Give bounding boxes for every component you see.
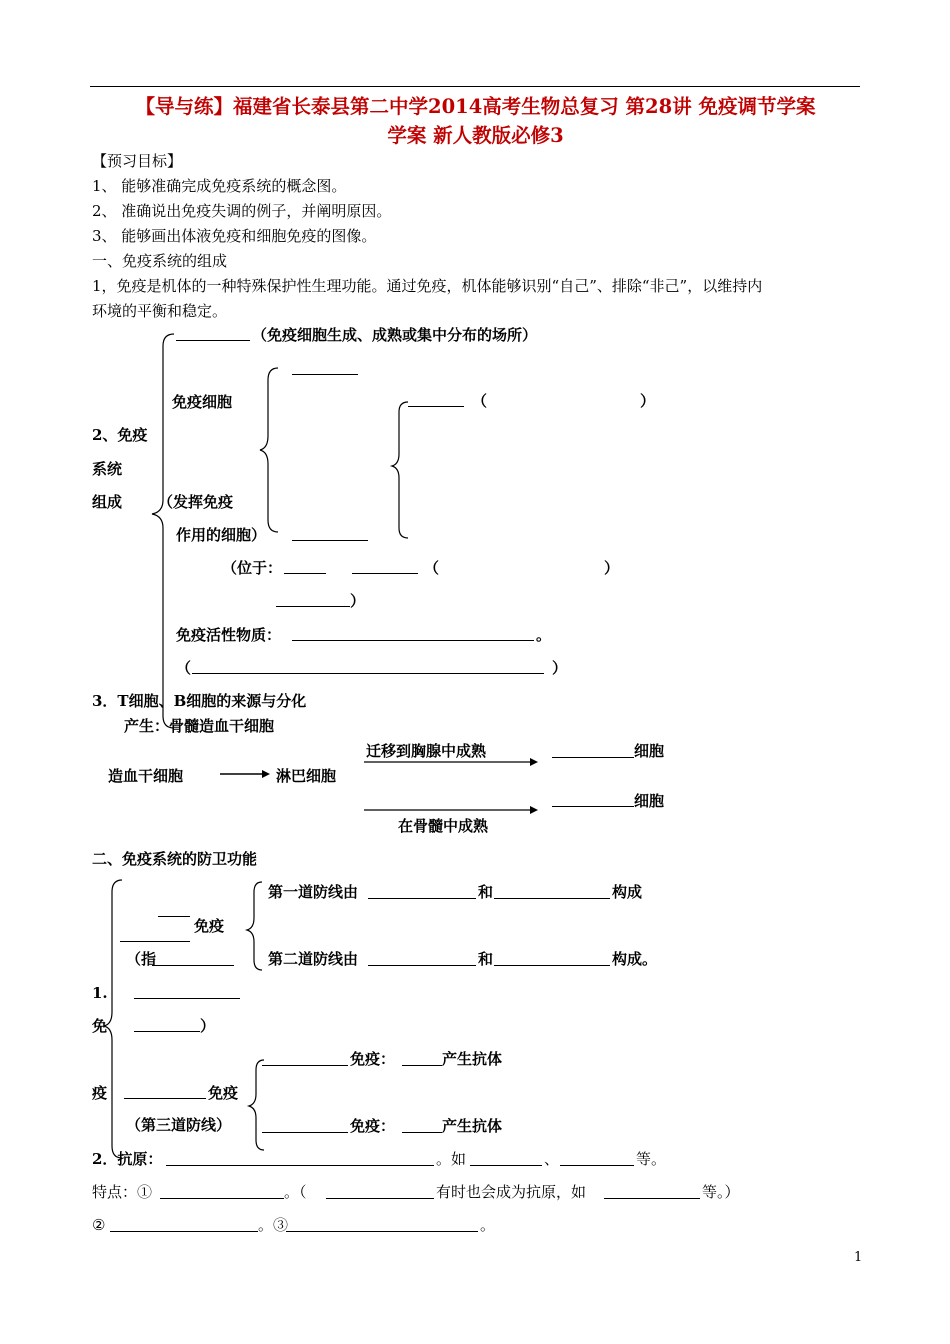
first-line-suffix: 构成: [612, 883, 643, 901]
blank-located-2[interactable]: [352, 573, 418, 574]
paren-open-2: （: [424, 559, 440, 577]
feature-3-label: 。③: [258, 1216, 289, 1234]
antigen-label: 2．抗原：: [92, 1150, 163, 1168]
blank-zhi-3[interactable]: [134, 1031, 200, 1032]
blank-first-line-1[interactable]: [368, 898, 476, 899]
paren-open-3: （: [176, 659, 192, 677]
immune-cells-label: 免疫细胞: [172, 393, 233, 411]
cells-paren-label: （发挥免疫: [158, 493, 234, 511]
marrow-label: 在骨髓中成熟: [398, 817, 489, 835]
zhi-label: （指: [126, 950, 157, 968]
page-number: 1: [854, 1250, 863, 1265]
blank-active-examples[interactable]: [192, 673, 544, 674]
paren-close-2: ）: [604, 559, 620, 577]
paren-open-1: （: [472, 392, 488, 410]
blank-lymphocyte[interactable]: [408, 406, 464, 407]
feature-mid: 。（: [284, 1183, 307, 1201]
blank-feature-self[interactable]: [326, 1198, 434, 1199]
blank-second-line-1[interactable]: [368, 965, 476, 966]
blank-humoral[interactable]: [262, 1065, 348, 1066]
item-number-1: 1.: [92, 984, 108, 1002]
blank-antigen-ex2[interactable]: [560, 1165, 634, 1166]
active-period: 。: [536, 626, 552, 644]
blank-feature-example[interactable]: [604, 1198, 700, 1199]
feature-end-period: 。: [480, 1216, 496, 1234]
located-close: ）: [350, 592, 366, 610]
paren-close-3: ）: [552, 659, 568, 677]
blank-first-line-2[interactable]: [494, 898, 610, 899]
document-title-line2: 学案 新人教版必修3: [387, 124, 564, 147]
thymus-label: 迁移到胸腺中成熟: [366, 742, 487, 760]
cellular-label: 免疫：: [350, 1117, 396, 1135]
blank-nonspecific-2[interactable]: [120, 941, 190, 942]
blank-feature-1[interactable]: [160, 1198, 284, 1199]
section1-paragraph-line2: 环境的平衡和稳定。: [92, 302, 228, 320]
blank-nonspecific-1[interactable]: [158, 916, 190, 917]
feature-2-label: ②: [92, 1216, 106, 1234]
mian-label: 免: [92, 1017, 108, 1035]
cell-label-2: 细胞: [634, 792, 665, 810]
preview-item-2: 2、 准确说出免疫失调的例子，并阐明原因。: [92, 202, 392, 220]
blank-located-3[interactable]: [276, 606, 350, 607]
antigen-dun: 、: [544, 1150, 560, 1168]
preview-item-3: 3、 能够画出体液免疫和细胞免疫的图像。: [92, 227, 377, 245]
blank-zhi[interactable]: [152, 965, 234, 966]
system-label-2: 系统: [92, 460, 123, 478]
paren-close-1: ）: [640, 392, 656, 410]
system-label-3: 组成: [92, 493, 123, 511]
nonspecific-immune-label: 免疫: [194, 917, 225, 935]
cell-label-1: 细胞: [634, 742, 665, 760]
humoral-produce: 产生抗体: [442, 1050, 503, 1068]
humoral-label: 免疫：: [350, 1050, 396, 1068]
first-line-prefix: 第一道防线由: [268, 883, 359, 901]
cellular-produce: 产生抗体: [442, 1117, 503, 1135]
organ-note: （免疫细胞生成、成熟或集中分布的场所）: [252, 326, 538, 344]
antigen-deng: 等。: [636, 1150, 667, 1168]
blank-feature-2[interactable]: [110, 1231, 258, 1232]
second-line-suffix: 构成。: [612, 950, 658, 968]
cells-paren-label-2: 作用的细胞）: [176, 526, 267, 544]
blank-immune-organ[interactable]: [176, 340, 250, 341]
blank-second-line-2[interactable]: [494, 965, 610, 966]
blank-located-1[interactable]: [284, 573, 326, 574]
stem-cell-label: 造血干细胞: [108, 767, 184, 785]
system-label-1: 2、免疫: [92, 426, 148, 444]
blank-humoral-cell[interactable]: [402, 1065, 442, 1066]
section2-heading: 二、免疫系统的防卫功能: [92, 850, 258, 868]
blank-antigen-def[interactable]: [166, 1165, 434, 1166]
blank-cellular-cell[interactable]: [402, 1132, 442, 1133]
feature-label: 特点：①: [92, 1183, 153, 1201]
preview-heading: 【预习目标】: [92, 152, 183, 170]
tb-heading: 3．T细胞、B细胞的来源与分化: [92, 692, 307, 710]
lymphocyte-label: 淋巴细胞: [276, 767, 337, 785]
specific-immune-label: 免疫: [208, 1084, 239, 1102]
blank-active-substance[interactable]: [292, 640, 534, 641]
blank-cell-type-2[interactable]: [292, 540, 368, 541]
blank-cellular[interactable]: [262, 1132, 348, 1133]
third-line-label: （第三道防线）: [126, 1116, 232, 1134]
blank-feature-3[interactable]: [286, 1231, 478, 1232]
blank-zhi-2[interactable]: [134, 998, 240, 999]
zhi-close: ）: [200, 1017, 216, 1035]
active-substance-label: 免疫活性物质：: [176, 626, 282, 644]
section1-heading: 一、免疫系统的组成: [92, 252, 228, 270]
blank-b-cell[interactable]: [552, 806, 634, 807]
feature-end: 等。）: [702, 1183, 740, 1201]
antigen-ru: 。如: [436, 1150, 467, 1168]
feature-mid2: 有时也会成为抗原，如: [436, 1183, 587, 1201]
located-label: （位于：: [222, 559, 283, 577]
section1-paragraph-line1: 1，免疫是机体的一种特殊保护性生理功能。通过免疫，机体能够识别“自己”、排除“非己”，以维持内: [92, 277, 763, 295]
blank-cell-type-1[interactable]: [292, 374, 358, 375]
preview-item-1: 1、 能够准确完成免疫系统的概念图。: [92, 177, 347, 195]
document-title-line1: 【导与练】福建省长泰县第二中学2014高考生物总复习 第28讲 免疫调节学案: [135, 95, 816, 118]
tb-origin: 产生：骨髓造血干细胞: [124, 717, 275, 735]
second-line-prefix: 第二道防线由: [268, 950, 359, 968]
second-line-and: 和: [478, 950, 494, 968]
blank-antigen-ex1[interactable]: [470, 1165, 542, 1166]
blank-t-cell[interactable]: [552, 757, 634, 758]
blank-specific[interactable]: [124, 1098, 206, 1099]
first-line-and: 和: [478, 883, 494, 901]
yi-label: 疫: [92, 1084, 108, 1102]
